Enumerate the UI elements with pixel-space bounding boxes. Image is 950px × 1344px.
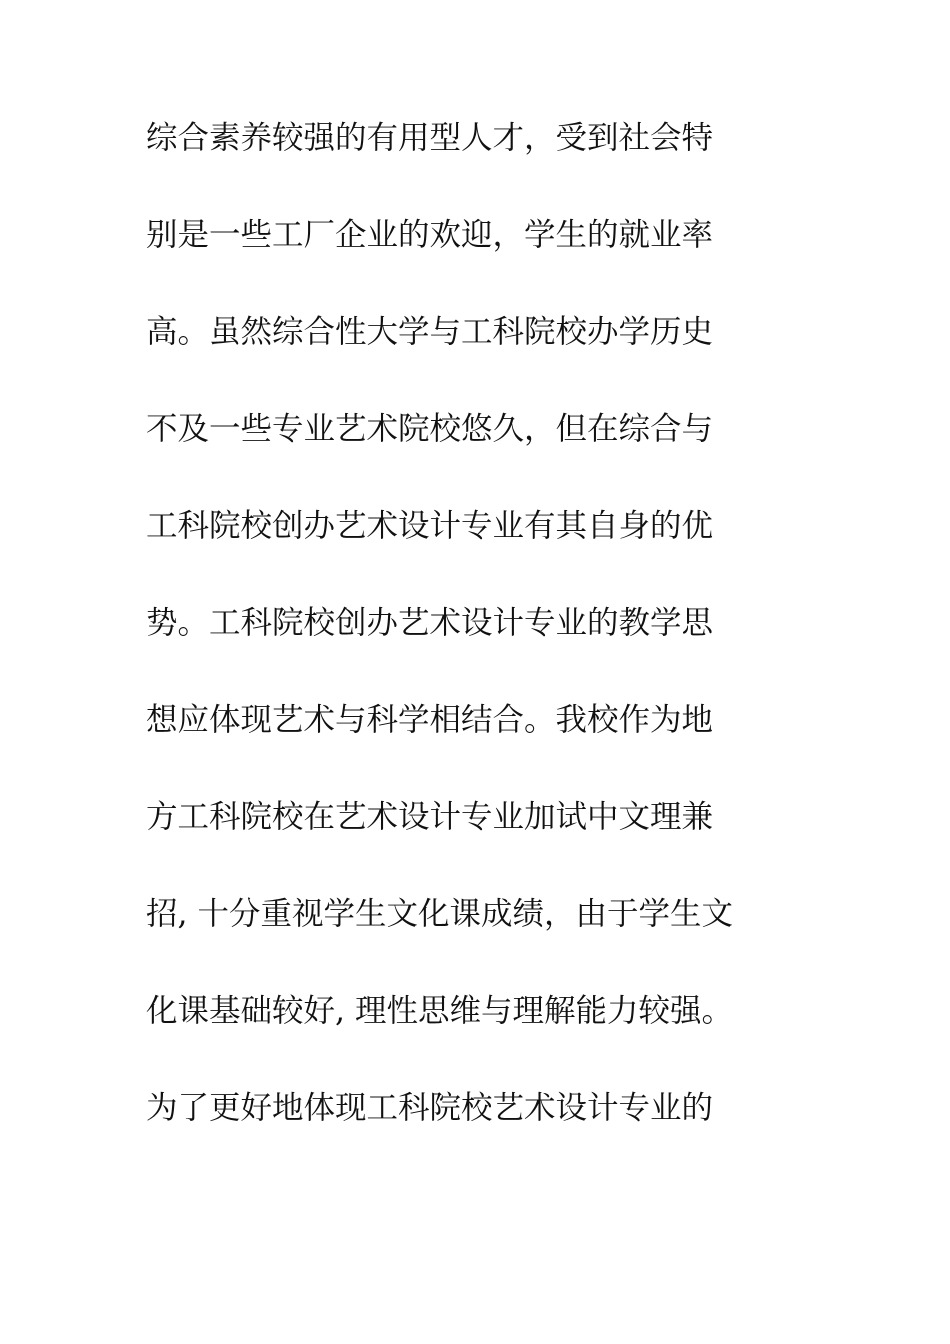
text-line-10: 化课基础较好, 理性思维与理解能力较强。: [146, 993, 734, 1029]
text-line-6: 势。工科院校创办艺术设计专业的教学思: [146, 605, 714, 641]
text-line-9: 招, 十分重视学生文化课成绩，由于学生文: [146, 896, 734, 932]
text-line-2: 别是一些工厂企业的欢迎，学生的就业率: [146, 217, 714, 253]
text-line-3: 高。虽然综合性大学与工科院校办学历史: [146, 314, 714, 350]
text-line-5: 工科院校创办艺术设计专业有其自身的优: [146, 508, 714, 544]
text-line-8: 方工科院校在艺术设计专业加试中文理兼: [146, 799, 714, 835]
body-text: [146, 122, 826, 1189]
text-line-4: 不及一些专业艺术院校悠久，但在综合与: [146, 411, 714, 447]
text-line-11: 为了更好地体现工科院校艺术设计专业的: [146, 1090, 714, 1126]
text-line-1: 综合素养较强的有用型人才，受到社会特: [146, 120, 714, 156]
text-line-7: 想应体现艺术与科学相结合。我校作为地: [146, 702, 714, 738]
